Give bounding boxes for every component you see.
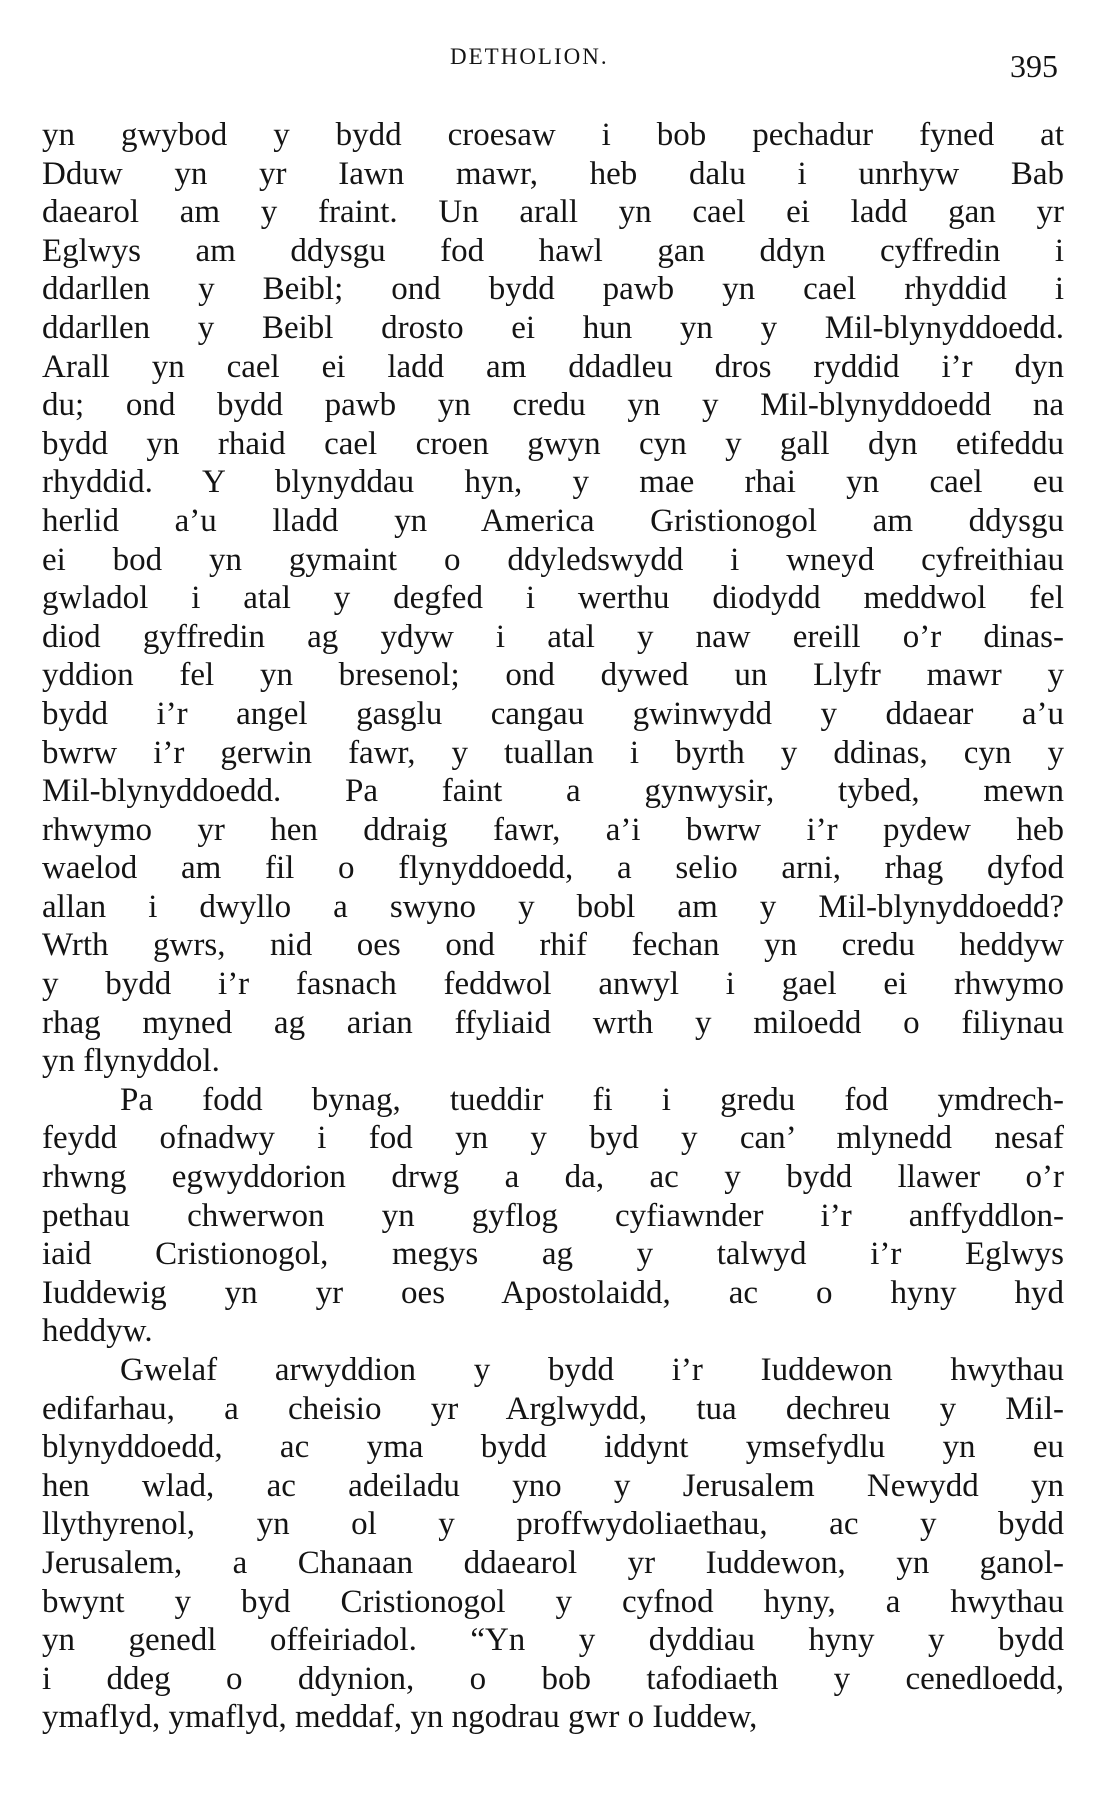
paragraph-2: [42, 1081, 1064, 1351]
text-line: du; ond bydd pawb yn credu yn y Mil-blynyddoedd na: [42, 387, 1064, 424]
text-line: i ddeg o ddynion, o bob tafodiaeth y cenedloedd,: [42, 1660, 1064, 1697]
text-line: y bydd i’r fasnach feddwol anwyl i gael ei rhwymo: [42, 966, 1064, 1003]
text-line: Arall yn cael ei ladd am ddadleu dros ryddid i’r dyn: [42, 348, 1064, 385]
text-line: pethau chwerwon yn gyflog cyfiawnder i’r anffyddlon-: [42, 1197, 1064, 1234]
page-number: 395: [1010, 48, 1058, 84]
text-line: Gwelaf arwyddion y bydd i’r Iuddewon hwythau: [120, 1352, 1064, 1388]
text-line: Wrth gwrs, nid oes ond rhif fechan yn credu heddyw: [42, 927, 1064, 964]
text-line: Eglwys am ddysgu fod hawl gan ddyn cyffredin i: [42, 232, 1064, 269]
text-line: rhwng egwyddorion drwg a da, ac y bydd llawer o’r: [42, 1159, 1064, 1196]
text-line: Iuddewig yn yr oes Apostolaidd, ac o hyny hyd: [42, 1274, 1064, 1311]
text-line: llythyrenol, yn ol y proffwydoliaethau, ac y bydd: [42, 1506, 1064, 1543]
text-line: herlid a’u lladd yn America Gristionogol am ddysgu: [42, 502, 1064, 539]
text-line: blynyddoedd, ac yma bydd iddynt ymsefydlu yn eu: [42, 1429, 1064, 1466]
text-line: waelod am fil o flynyddoedd, a selio arni, rhag dyfod: [42, 850, 1064, 887]
text-line: yddion fel yn bresenol; ond dywed un Llyfr mawr y: [42, 657, 1064, 694]
text-line: hen wlad, ac adeiladu yno y Jerusalem Newydd yn: [42, 1467, 1064, 1504]
text-line: yn gwybod y bydd croesaw i bob pechadur fyned at: [42, 117, 1064, 153]
text-line: yn genedl offeiriadol. “Yn y dyddiau hyny y bydd: [42, 1622, 1064, 1659]
running-title: DETHOLION.: [450, 44, 609, 69]
text-line: rhag myned ag arian ffyliaid wrth y miloedd o filiynau: [42, 1004, 1064, 1041]
text-line: allan i dwyllo a swyno y bobl am y Mil-blynyddoedd?: [42, 888, 1064, 925]
text-line: heddyw.: [42, 1313, 153, 1350]
text-line: rhwymo yr hen ddraig fawr, a’i bwrw i’r pydew heb: [42, 811, 1064, 848]
text-line: yn flynyddol.: [42, 1043, 220, 1080]
text-line: Jerusalem, a Chanaan ddaearol yr Iuddewon, yn ganol-: [42, 1544, 1064, 1581]
text-line: edifarhau, a cheisio yr Arglwydd, tua dechreu y Mil-: [42, 1390, 1064, 1427]
text-line: Dduw yn yr Iawn mawr, heb dalu i unrhyw Bab: [42, 155, 1064, 192]
body-text: [42, 116, 1064, 1737]
paragraph-1: [42, 116, 1064, 1081]
text-line: iaid Cristionogol, megys ag y talwyd i’r Eglwys: [42, 1236, 1064, 1273]
text-line: bydd i’r angel gasglu cangau gwinwydd y ddaear a’u: [42, 695, 1064, 732]
text-line: bwynt y byd Cristionogol y cyfnod hyny, a hwythau: [42, 1583, 1064, 1620]
text-line: diod gyffredin ag ydyw i atal y naw ereill o’r dinas-: [42, 618, 1064, 655]
text-line: daearol am y fraint. Un arall yn cael ei ladd gan yr: [42, 194, 1064, 231]
text-line: ymaflyd, ymaflyd, meddaf, yn ngodrau gwr o Iuddew,: [42, 1699, 758, 1736]
text-line: bwrw i’r gerwin fawr, y tuallan i byrth y ddinas, cyn y: [42, 734, 1064, 771]
text-line: gwladol i atal y degfed i werthu diodydd meddwol fel: [42, 580, 1064, 617]
text-line: rhyddid. Y blynyddau hyn, y mae rhai yn cael eu: [42, 464, 1064, 501]
text-line: ddarllen y Beibl drosto ei hun yn y Mil-blynyddoedd.: [42, 309, 1064, 346]
paragraph-3: [42, 1351, 1064, 1737]
text-line: ei bod yn gymaint o ddyledswydd i wneyd cyfreithiau: [42, 541, 1064, 578]
text-line: feydd ofnadwy i fod yn y byd y can’ mlynedd nesaf: [42, 1120, 1064, 1157]
text-line: Pa fodd bynag, tueddir fi i gredu fod ymdrech-: [120, 1081, 1064, 1118]
text-line: Mil-blynyddoedd. Pa faint a gynwysir, tybed, mewn: [42, 773, 1064, 810]
text-line: ddarllen y Beibl; ond bydd pawb yn cael rhyddid i: [42, 271, 1064, 308]
text-line: bydd yn rhaid cael croen gwyn cyn y gall dyn etifeddu: [42, 425, 1064, 462]
